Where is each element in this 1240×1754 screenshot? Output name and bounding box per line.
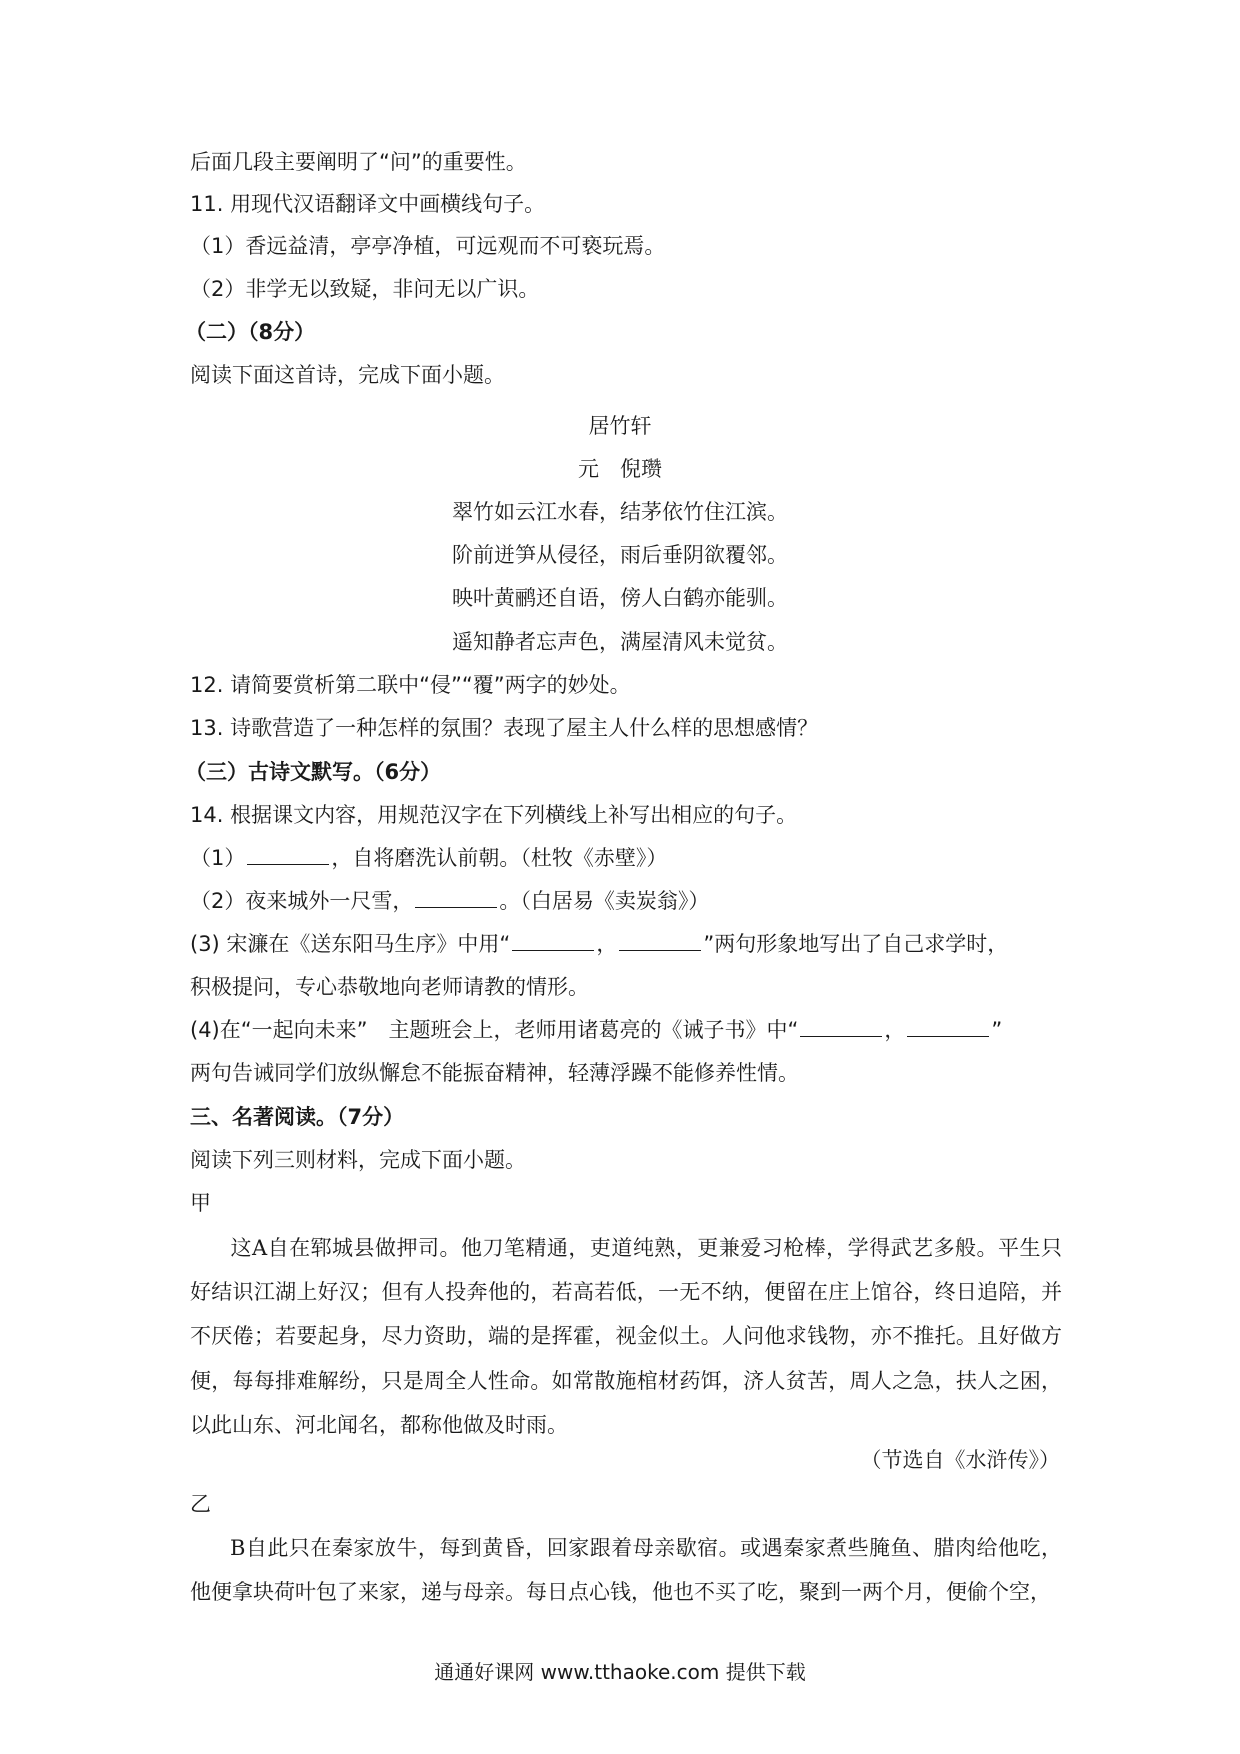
q14-3-prefix: (3) 宋濂在《送东阳马生序》中用“ [190,932,511,956]
poem-line: 映叶黄鹂还自语，傍人白鹤亦能驯。 [452,586,788,610]
question-14-part-2 [190,887,709,915]
answer-blank[interactable] [512,932,594,951]
q14-2-prefix: （2）夜来城外一尺雪， [190,889,414,913]
question-14: 14. 根据课文内容，用规范汉字在下列横线上补写出相应的句子。 [190,803,798,827]
q14-3-comma: ， [596,932,618,956]
material-yi-label: 乙 [190,1492,211,1516]
page-footer: 通通好课网 www.tthaoke.com 提供下载 [434,1660,806,1684]
answer-blank[interactable] [800,1018,882,1037]
q14-4-suffix: ” [991,1018,1003,1042]
part-3-heading: 三、名著阅读。（7分） [190,1105,405,1129]
question-12: 12. 请简要赏析第二联中“侵”“覆”两字的妙处。 [190,673,631,697]
question-11: 11. 用现代汉语翻译文中画横线句子。 [190,192,546,216]
q14-4-comma: ， [884,1018,906,1042]
material-jia-text [190,1226,1062,1447]
q14-2-suffix: 。（白居易《卖炭翁》） [499,889,710,913]
poem-line: 遥知静者忘声色，满屋清风未觉贫。 [452,630,788,654]
q14-1-suffix: ，自将磨洗认前朝。（杜牧《赤壁》） [331,846,668,870]
question-14-part-4-cont: 两句告诫同学们放纵懈怠不能振奋精神，轻薄浮躁不能修养性情。 [190,1061,799,1085]
material-yi-text [190,1526,1062,1614]
poem-author: 元 倪瓒 [578,457,662,481]
section-2-instruction: 阅读下面这首诗，完成下面小题。 [190,363,505,387]
intro-line: 后面几段主要阐明了“问”的重要性。 [190,150,527,174]
question-11-part-2: （2）非学无以致疑，非问无以广识。 [190,277,540,301]
answer-blank[interactable] [415,889,497,908]
question-11-part-1: （1）香远益清，亭亭净植，可远观而不可亵玩焉。 [190,234,666,258]
question-14-part-1 [190,844,667,872]
material-yi-body: B自此只在秦家放牛，每到黄昏，回家跟着母亲歇宿。或遇秦家煮些腌鱼、腊肉给他吃，他便拿块荷叶包了来家，递与母亲。每日点心钱，他也不买了吃，聚到一两个月，便偷个空， [190,1536,1062,1605]
question-13: 13. 诗歌营造了一种怎样的氛围？表现了屋主人什么样的思想感情？ [190,716,819,740]
question-14-part-3 [190,930,1008,958]
poem-title: 居竹轩 [588,414,652,438]
section-2-heading: （二）（8分） [185,320,316,344]
answer-blank[interactable] [247,846,329,865]
material-jia-source: （节选自《水浒传》） [860,1448,1060,1472]
material-jia-body: 这A自在郓城县做押司。他刀笔精通，吏道纯熟，更兼爱习枪棒，学得武艺多般。平生只好结识江湖上好汉；但有人投奔他的，若高若低，一无不纳，便留在庄上馆谷，终日追陪，并不厌倦；若要起身，尽力资助，端的是挥霍，视金似土。人问他求钱物，亦不推托。且好做方便，每每排难解纷，只是周全人性命。如常散施棺材药饵，济人贫苦，周人之急，扶人之困，以此山东、河北闻名，都称他做及时雨。 [190,1236,1062,1437]
answer-blank[interactable] [619,932,701,951]
part-3-instruction: 阅读下列三则材料，完成下面小题。 [190,1148,526,1172]
material-jia-label: 甲 [190,1191,211,1215]
poem-line: 翠竹如云江水春，结茅依竹住江滨。 [452,500,788,524]
answer-blank[interactable] [907,1018,989,1037]
section-3-heading: （三）古诗文默写。（6分） [185,760,442,784]
poem-line: 阶前迸笋从侵径，雨后垂阴欲覆邻。 [452,543,788,567]
question-14-part-4 [190,1016,1002,1044]
q14-1-prefix: （1） [190,846,246,870]
question-14-part-3-cont: 积极提问，专心恭敬地向老师请教的情形。 [190,975,589,999]
q14-4-prefix: (4)在“一起向未来” 主题班会上，老师用诸葛亮的《诫子书》中“ [190,1018,799,1042]
q14-3-suffix: ”两句形象地写出了自己求学时， [703,932,1009,956]
